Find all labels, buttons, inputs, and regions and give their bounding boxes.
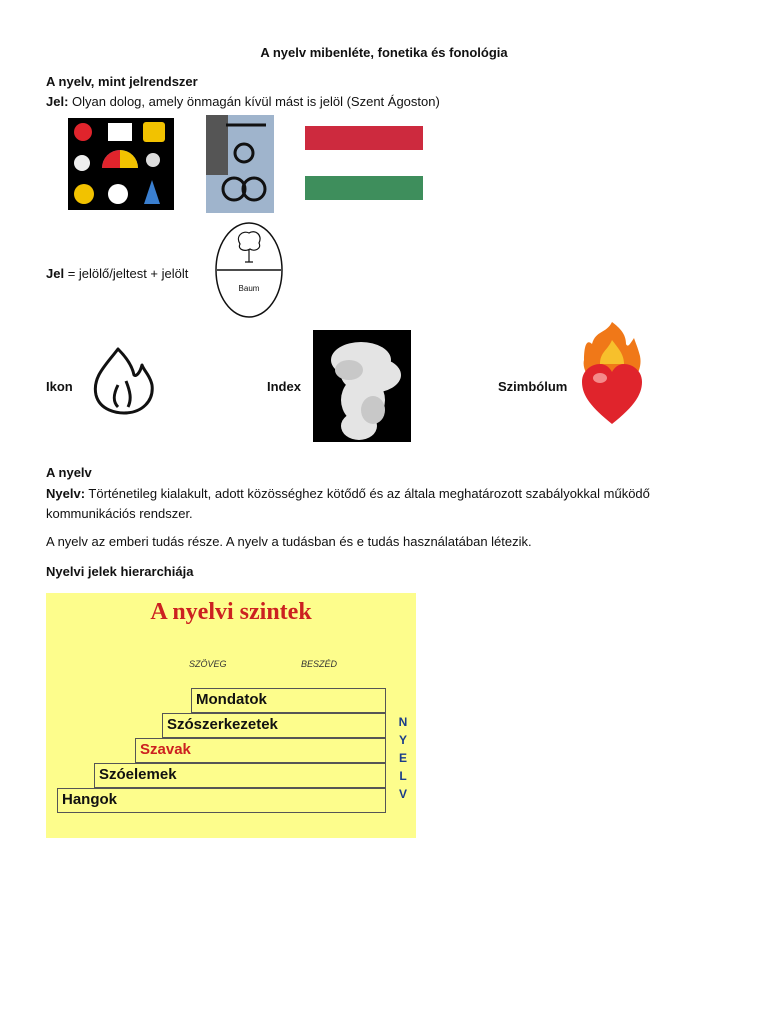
nyelv-letter: E bbox=[398, 751, 407, 765]
face-icon bbox=[108, 184, 128, 204]
nyelv-definition-continued: kommunikációs rendszer. bbox=[46, 506, 193, 521]
nyelv-letter: V bbox=[398, 787, 407, 801]
nyelv-definition bbox=[46, 485, 650, 502]
level-step-szoelemek: Szóelemek bbox=[94, 763, 386, 788]
flower-icon bbox=[146, 153, 160, 167]
level-step-szavak: Szavak bbox=[135, 738, 386, 763]
smoke-photo bbox=[313, 330, 411, 442]
page-title: A nyelv mibenléte, fonetika és fonológia bbox=[260, 45, 508, 60]
formula-label: Jel bbox=[46, 266, 65, 281]
fire-outline-icon bbox=[88, 345, 158, 417]
nyelv-letter: L bbox=[399, 769, 407, 783]
language-levels-diagram bbox=[46, 593, 416, 838]
nyelv-label: Nyelv: bbox=[46, 486, 86, 501]
nyelv-definition-text: Történetileg kialakult, adott közösséghez kötődő és az általa meghatározott szabályokkal működő bbox=[85, 486, 650, 501]
section-heading-hierarchia: Nyelvi jelek hierarchiája bbox=[46, 564, 194, 579]
level-step-szoszerkezetek: Szószerkezetek bbox=[162, 713, 386, 738]
ikon-label: Ikon bbox=[46, 379, 73, 394]
strawberry-icon bbox=[74, 123, 92, 141]
szimbolum-label: Szimbólum bbox=[498, 379, 568, 394]
nyelv-letter: Y bbox=[398, 733, 407, 747]
bird-icon bbox=[74, 155, 90, 171]
section-heading-nyelv: A nyelv bbox=[46, 465, 92, 480]
level-step-mondatok: Mondatok bbox=[191, 688, 386, 713]
section-heading-jelrendszer: A nyelv, mint jelrendszer bbox=[46, 74, 198, 89]
nyelv-letter: N bbox=[398, 715, 408, 729]
hungarian-flag-image bbox=[305, 126, 423, 200]
nyelv-paragraph: A nyelv az emberi tudás része. A nyelv a tudásban és e tudás használatában létezik. bbox=[46, 534, 532, 549]
index-label: Index bbox=[267, 379, 301, 394]
levels-label-szoveg: SZÖVEG bbox=[189, 659, 227, 669]
level-step-hangok: Hangok bbox=[57, 788, 386, 813]
symbol-grid-image bbox=[68, 118, 174, 210]
sun-icon bbox=[74, 184, 94, 204]
formula-text: = jelölő/jeltest + jelölt bbox=[64, 266, 189, 281]
nyelv-vertical-label bbox=[397, 713, 409, 803]
mug-icon bbox=[143, 122, 165, 142]
jel-definition-text: Olyan dolog, amely önmagán kívül mást is jelöl (Szent Ágoston) bbox=[68, 94, 440, 109]
jel-definition bbox=[46, 93, 440, 110]
butterfly-icon bbox=[108, 123, 132, 141]
levels-label-beszed: BESZÉD bbox=[301, 659, 338, 669]
pretzel-sign-photo bbox=[206, 115, 274, 213]
levels-title: A nyelvi szintek bbox=[150, 599, 312, 625]
sign-diagram bbox=[215, 222, 283, 318]
sign-diagram-word: Baum bbox=[238, 284, 260, 293]
formula-line bbox=[46, 265, 188, 282]
flaming-heart-icon bbox=[578, 318, 646, 430]
jel-label: Jel: bbox=[46, 94, 69, 109]
